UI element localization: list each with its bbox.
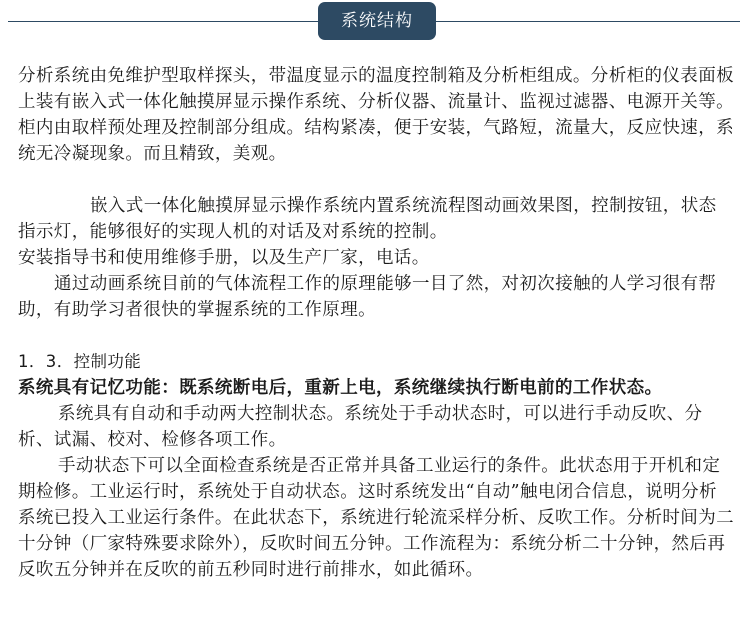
- paragraph-spacer: [18, 167, 734, 193]
- paragraph-touchscreen: 嵌入式一体化触摸屏显示操作系统内置系统流程图动画效果图，控制按钮，状态指示灯，能够很好的实现人机的对话及对系统的控制。: [18, 196, 717, 242]
- document-body: [18, 63, 734, 583]
- section-title-tab: 系统结构: [318, 2, 436, 40]
- paragraph-control-modes: 系统具有自动和手动两大控制状态。系统处于手动状态时，可以进行手动反吹、分析、试漏、校对、检修各项工作。: [18, 404, 703, 450]
- paragraph-structure: 分析系统由免维护型取样探头，带温度显示的温度控制箱及分析柜组成。分析柜的仪表面板上装有嵌入式一体化触摸屏显示操作系统、分析仪器、流量计、监视过滤器、电源开关等。柜内由取样预处理及控制部分组成。结构紧凑，便于安装，气路短，流量大，反应快速，系统无冷凝现象。而且精致，美观。: [18, 66, 734, 164]
- paragraph-spacer: [18, 323, 734, 349]
- paragraph-memory-function: 系统具有记忆功能：既系统断电后，重新上电，系统继续执行断电前的工作状态。: [18, 378, 663, 398]
- paragraph-manuals: 安装指导书和使用维修手册，以及生产厂家，电话。: [18, 248, 430, 268]
- paragraph-animation: 通过动画系统目前的气体流程工作的原理能够一目了然，对初次接触的人学习很有帮助，有助学习者很快的掌握系统的工作原理。: [18, 274, 717, 320]
- paragraph-manual-auto: 手动状态下可以全面检查系统是否正常并具备工业运行的条件。此状态用于开机和定期检修。工业运行时，系统处于自动状态。这时系统发出“自动”触电闭合信息，说明分析系统已投入工业运行条件。在此状态下，系统进行轮流采样分析、反吹工作。分析时间为二十分钟（厂家特殊要求除外），反吹时间五分钟。工作流程为：系统分析二十分钟，然后再反吹五分钟并在反吹的前五秒同时进行前排水，如此循环。: [18, 456, 734, 580]
- section-heading-control: 1．3．控制功能: [18, 352, 142, 371]
